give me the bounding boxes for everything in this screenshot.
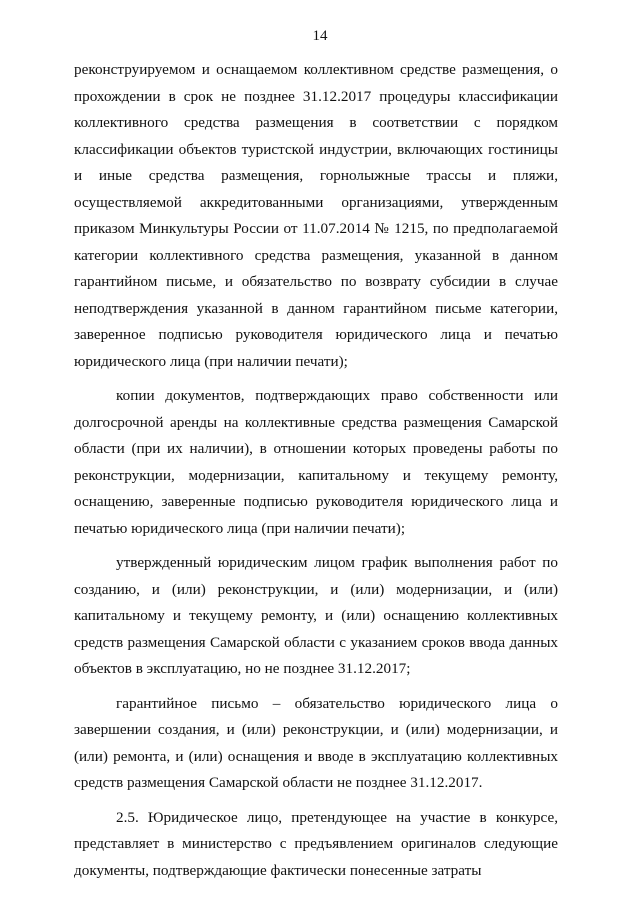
paragraph-work-schedule: утвержденный юридическим лицом график выполнения работ по созданию, и (или) реконструкции, и (или) модернизации, и (или) капитальному и текущему ремонту, и (или) оснащению коллективных средств размещения Самарской области с указанием сроков ввода данных объектов в эксплуатацию, но не позднее 31.12.2017;	[74, 554, 558, 677]
paragraph-guarantee-letter: гарантийное письмо – обязательство юридического лица о завершении создания, и (или) реконструкции, и (или) модернизации, и (или) ремонта, и (или) оснащения и вводе в эксплуатацию коллективных средств размещения Самарской области не позднее 31.12.2017.	[74, 694, 558, 791]
paragraph-ownership-documents: копии документов, подтверждающих право собственности или долгосрочной аренды на коллективные средства размещения Самарской области (при их наличии), в отношении которых проведены работы по реконструкции, модернизации, капитальному и текущему ремонту, оснащению, заверенные подписью руководителя юридического лица и печатью юридического лица (при наличии печати);	[74, 387, 558, 537]
paragraph-continuation: реконструируемом и оснащаемом коллективном средстве размещения, о прохождении в срок не позднее 31.12.2017 процедуры классификации коллективного средства размещения в соответствии с порядком классификации объектов туристской индустрии, включающих гостиницы и иные средства размещения, горнолыжные трассы и пляжи, осуществляемой аккредитованными организациями, утвержденным приказом Минкультуры России от 11.07.2014 № 1215, по предполагаемой категории коллективного средства размещения, указанной в данном гарантийном письме, и обязательство по возврату субсидии в случае неподтверждения указанной в данном гарантийном письме категории, заверенное подписью руководителя юридического лица и печатью юридического лица (при наличии печати);	[74, 61, 558, 370]
page-number: 14	[312, 28, 328, 44]
document-body	[74, 57, 558, 892]
paragraph-section-2-5: 2.5. Юридическое лицо, претендующее на участие в конкурсе, представляет в министерство с предъявлением оригиналов следующие документы, подтверждающие фактически понесенные затраты	[74, 808, 558, 879]
